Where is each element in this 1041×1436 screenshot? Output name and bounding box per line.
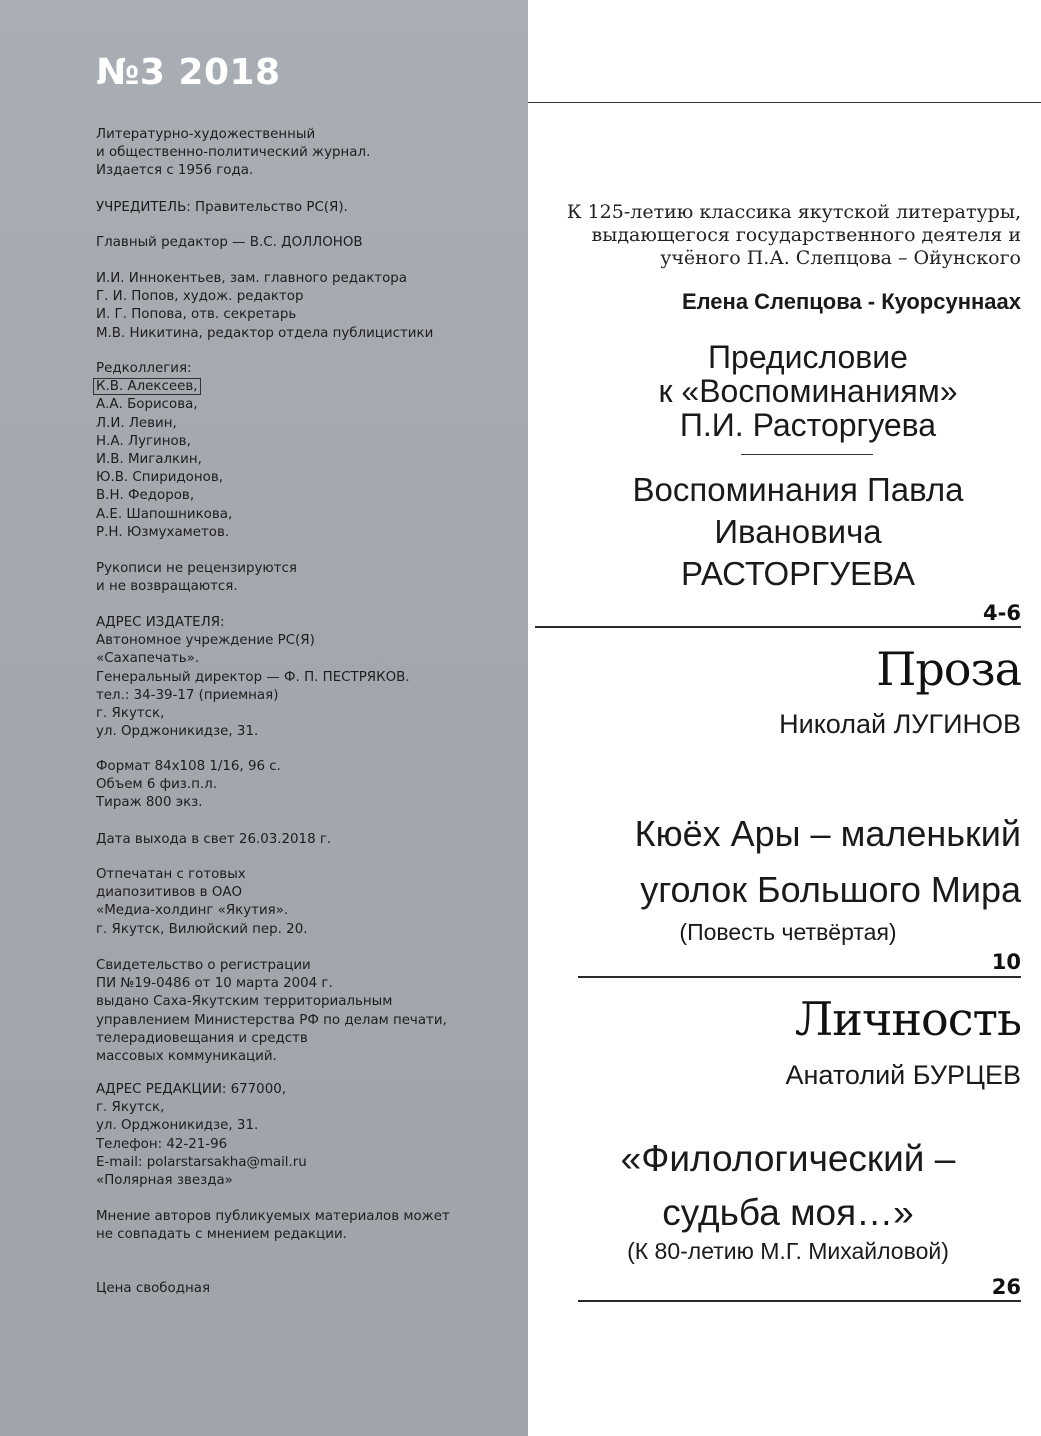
issue-title: №3 2018 <box>96 52 281 93</box>
imprint-registration: Свидетельство о регистрации ПИ №19-0486 от 10 марта 2004 г. выдано Саха-Якутским территориальным управлением Министерства РФ по делам печати, телерадиовещания и средств массовых коммуникаций. <box>96 958 447 1065</box>
article-title: Кюёх Ары – маленький уголок Большого Мира <box>634 813 1021 910</box>
article-subtitle: (К 80-летию М.Г. Михайловой) <box>627 1238 949 1264</box>
imprint-price: Цена свободная <box>96 1281 211 1296</box>
page-number: 4-6 <box>983 601 1021 625</box>
board-member-boxed: К.В. Алексеев, <box>93 378 201 395</box>
dedication: К 125-летию классика якутской литературы, выдающегося государственного деятеля и учёного П.А. Слепцова – Ойунского <box>566 201 1021 269</box>
imprint-intro: Литературно-художественный и общественно-политический журнал. Издается с 1956 года. <box>96 127 371 179</box>
section-rule <box>578 976 1021 978</box>
imprint-editorial-address: АДРЕС РЕДАКЦИИ: 677000, г. Якутск, ул. Орджоникидзе, 31. Телефон: 42-21-96 E-mail: polarstarsakha@mail.ru «Полярная звезда» <box>96 1082 307 1189</box>
section-rule <box>578 1300 1021 1302</box>
section-heading: Личность <box>794 992 1021 1046</box>
imprint-staff: И.И. Иннокентьев, зам. главного редактора Г. И. Попов, худож. редактор И. Г. Попова, отв. секретарь М.В. Никитина, редактор отдела публицистики <box>96 271 434 341</box>
top-divider <box>528 102 1041 103</box>
board-member: И.В. Мигалкин, <box>96 452 202 468</box>
section-rule <box>535 626 1021 628</box>
imprint-founder: УЧРЕДИТЕЛЬ: Правительство РС(Я). <box>96 200 348 215</box>
article-subtitle: (Повесть четвёртая) <box>679 919 897 945</box>
board-member: Л.И. Левин, <box>96 415 177 431</box>
article-title: Предисловие к «Воспоминаниям» П.И. Расторгуева <box>658 339 958 443</box>
imprint-disclaimer: Мнение авторов публикуемых материалов может не совпадать с мнением редакции. <box>96 1209 450 1243</box>
board-member: А.Е. Шапошникова, <box>96 506 233 522</box>
page-number: 26 <box>991 1275 1021 1299</box>
board-member: Н.А. Лугинов, <box>96 433 191 449</box>
board-member: А.А. Борисова, <box>96 397 198 413</box>
board-member: В.Н. Федоров, <box>96 488 195 504</box>
author-name: Елена Слепцова - Куорсуннаах <box>681 289 1021 314</box>
title-separator <box>741 454 873 455</box>
author-name: Николай ЛУГИНОВ <box>779 709 1021 739</box>
imprint-printed: Отпечатан с готовых диапозитивов в ОАО «Медиа-холдинг «Якутия». г. Якутск, Вилюйский пер. 20. <box>96 867 308 937</box>
imprint-editorial-board: Редколлегия: К.В. Алексеев, А.А. Борисова, Л.И. Левин, Н.А. Лугинов, И.В. Мигалкин, Ю.В. Спиридонов, В.Н. Федоров, А.Е. Шапошникова, Р.Н. Юзмухаметов. <box>96 360 516 542</box>
imprint-release-date: Дата выхода в свет 26.03.2018 г. <box>96 832 332 847</box>
article-title: «Филологический – судьба моя…» <box>620 1138 956 1233</box>
board-member: Р.Н. Юзмухаметов. <box>96 524 230 540</box>
article-title: Воспоминания Павла Ивановича РАСТОРГУЕВА <box>632 471 964 592</box>
imprint-publisher: АДРЕС ИЗДАТЕЛЯ: Автономное учреждение РС(Я) «Сахапечать». Генеральный директор — Ф. П. ПЕСТРЯКОВ. тел.: 34-39-17 (приемная) г. Якутск, ул. Орджоникидзе, 31. <box>96 615 410 740</box>
imprint-editor-in-chief: Главный редактор — В.С. ДОЛЛОНОВ <box>96 235 363 250</box>
section-heading: Проза <box>876 642 1021 696</box>
author-name: Анатолий БУРЦЕВ <box>785 1060 1021 1090</box>
page-number: 10 <box>991 950 1021 974</box>
imprint-manuscripts: Рукописи не рецензируются и не возвращаются. <box>96 561 297 595</box>
imprint-format: Формат 84х108 1/16, 96 с. Объем 6 физ.п.л. Тираж 800 экз. <box>96 759 281 811</box>
board-member: Ю.В. Спиридонов, <box>96 470 223 486</box>
